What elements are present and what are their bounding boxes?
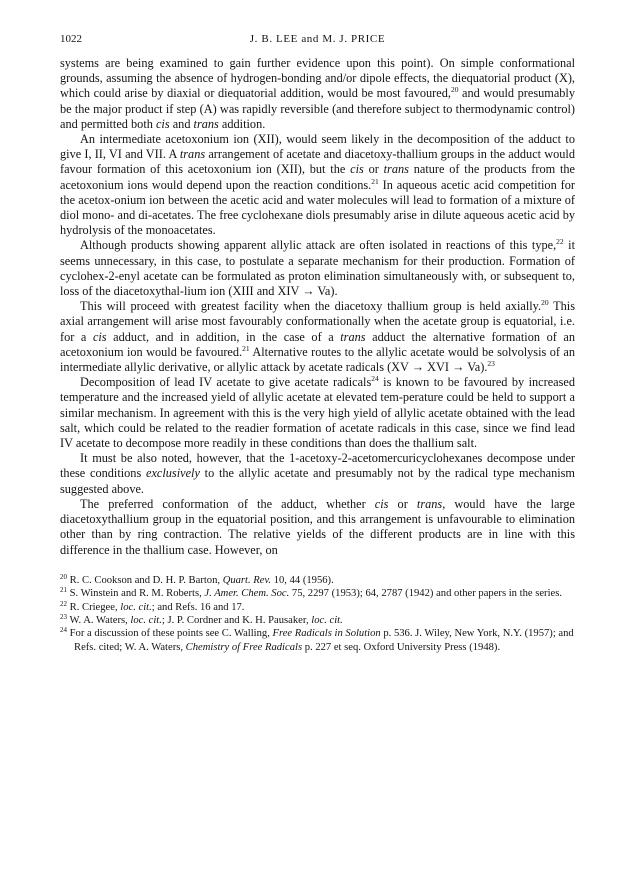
italic-text: cis [374, 496, 389, 511]
text-run: p. 227 et seq. Oxford University Press (1948). [302, 641, 501, 653]
text-run: 75, 2297 (1953); 64, 2787 (1942) and other papers in the series. [289, 588, 562, 600]
text-run: or [388, 496, 417, 511]
text-run: ; and Refs. 16 and 17. [151, 601, 245, 613]
citation-superscript: 21 [371, 176, 379, 186]
citation-superscript: 21 [242, 343, 250, 353]
text-run: Decomposition of lead IV acetate to give acetate radicals [80, 375, 372, 390]
text-run: S. Winstein and R. M. Roberts, [69, 588, 205, 600]
text-run: or [363, 162, 384, 177]
citation-superscript: 20 [450, 85, 459, 95]
footnote [60, 627, 575, 654]
italic-text: loc. cit. [311, 614, 343, 626]
citation-superscript: 22 [556, 237, 564, 247]
italic-text: J. Amer. Chem. Soc. [204, 588, 290, 600]
italic-text: trans [340, 329, 366, 344]
italic-text: trans [193, 116, 219, 131]
text-run: An intermediate acetoxonium ion (XII), would seem likely in the decomposition of the adduct to give I, II, VI and VII. A [60, 132, 575, 162]
italic-text: trans [416, 496, 443, 511]
paragraph [60, 375, 575, 451]
paragraph [60, 497, 575, 558]
text-run: This will proceed with greatest facility when the diacetoxy thallium group is held axially. [80, 299, 542, 314]
text-run: This axial arrangement will arise most favourably conformationally when the acetate group is equatorial, i.e. for a [60, 299, 575, 344]
footnote [60, 601, 575, 614]
italic-text: cis [350, 162, 364, 177]
italic-text: exclusively [145, 466, 200, 481]
footnote-separator [60, 558, 575, 566]
footnote-number: 21 [60, 586, 67, 595]
italic-text: loc. cit. [120, 601, 152, 613]
running-header [60, 32, 575, 46]
paragraph [60, 132, 575, 238]
footnote [60, 587, 575, 600]
article-body [60, 56, 575, 558]
text-run: For a discussion of these points see C. Walling, [69, 628, 273, 640]
text-run: and [169, 116, 194, 131]
text-run: , would have the large diacetoxythallium group in the equatorial position, and this arrangement is unfavourable to elimination other than by ring contraction. The relative yields of the different products are in line with this difference in the thallium case. However, on [60, 496, 575, 557]
text-run: arrangement of acetate and diacetoxy-thallium groups in the adduct would favour formation of this acetoxonium ion (XII), but the [60, 147, 575, 177]
text-run: R. C. Cookson and D. H. P. Barton, [69, 574, 223, 586]
italic-text: Free Radicals in Solution [272, 628, 381, 640]
text-run: It must be also noted, however, that the 1-acetoxy-2-acetomercuricyclohexanes decompose under these conditions [60, 451, 575, 481]
footnotes [60, 574, 575, 654]
italic-text: loc. cit. [130, 614, 162, 626]
italic-text: trans [179, 147, 206, 162]
paragraph [60, 238, 575, 299]
footnote-number: 24 [60, 626, 67, 635]
text-run: and would presumably be the major product if step (A) was rapidly reversible (and therefore subject to thermodynamic control) and permitted both [60, 86, 575, 131]
paragraph [60, 56, 575, 132]
citation-superscript: 20 [541, 298, 549, 308]
text-run: nature of the products from the acetoxonium ions would depend upon the reaction conditions. [60, 162, 576, 192]
text-run: adduct, and in addition, in the case of a [106, 329, 341, 344]
text-run: adduct the alternative formation of an acetoxonium ion would be favoured. [60, 329, 575, 359]
italic-text: Chemistry of Free Radicals [185, 641, 303, 653]
text-run: to the allylic acetate and presumably not by the radical type mechanism suggested above. [60, 466, 575, 496]
text-run: systems are being examined to gain further evidence upon this point). On simple conformational grounds, assuming the absence of hydrogen-bonding and/or dipole effects, the diequatorial product (X), which could arise by diaxial or diequatorial addition, would be most favoured, [60, 56, 575, 101]
italic-text: Quart. Rev. [222, 574, 272, 586]
paragraph [60, 451, 575, 497]
footnote-number: 20 [60, 572, 67, 581]
text-run: is known to be favoured by increased temperature and the increased yield of allylic acetate at elevated tem-perature could be held to support a similar mechanism. In agreement with this is the very high yield of allylic acetate obtained with the lead salt, which could be related to the readier formation of acetate radicals in this case, since we find lead IV acetate to decompose more readily in these conditions than does the thallium salt. [60, 375, 575, 451]
text-run: p. 536. J. Wiley, New York, N.Y. (1957); and Refs. cited; W. A. Waters, [74, 628, 574, 653]
italic-text: trans [383, 162, 409, 177]
footnote-number: 22 [60, 599, 67, 608]
italic-text: cis [92, 329, 107, 344]
text-run: Although products showing apparent allylic attack are often isolated in reactions of this type, [80, 238, 557, 253]
text-run: addition. [218, 116, 266, 131]
footnote [60, 614, 575, 627]
citation-superscript: 23 [487, 359, 495, 369]
text-run: W. A. Waters, [69, 614, 131, 626]
footnote [60, 574, 575, 587]
running-title-authors: J. B. LEE and M. J. PRICE [249, 33, 386, 45]
citation-superscript: 24 [371, 374, 379, 384]
page-number: 1022 [60, 33, 82, 45]
text-run: 10, 44 (1956). [271, 574, 334, 586]
paragraph [60, 299, 575, 375]
text-run: it seems unnecessary, in this case, to postulate a separate mechanism for their production. Formation of cyclohex-2-enyl acetate can be formulated as proton elimination simultaneously with, or subsequent to, loss of the diacetoxythal-lium ion (XIII and XIV → Va). [60, 238, 575, 299]
text-run: R. Criegee, [69, 601, 121, 613]
text-run: ; J. P. Cordner and K. H. Pausaker, [161, 614, 312, 626]
italic-text: cis [155, 116, 170, 131]
text-run: The preferred conformation of the adduct, whether [80, 496, 375, 511]
text-run: Alternative routes to the allylic acetate would be solvolysis of an intermediate allylic derivative, or allylic attack by acetate radicals (XV → XVI → Va). [60, 344, 575, 375]
text-run: In aqueous acetic acid competition for the acetox-onium ion between the acetic acid and water molecules will lead to formation of a mixture of diol mono- and di-acetates. The free cyclohexane diols presumably arise in dilute aqueous acetic acid by hydrolysis of the monoacetates. [60, 177, 575, 238]
footnote-number: 23 [60, 612, 67, 621]
